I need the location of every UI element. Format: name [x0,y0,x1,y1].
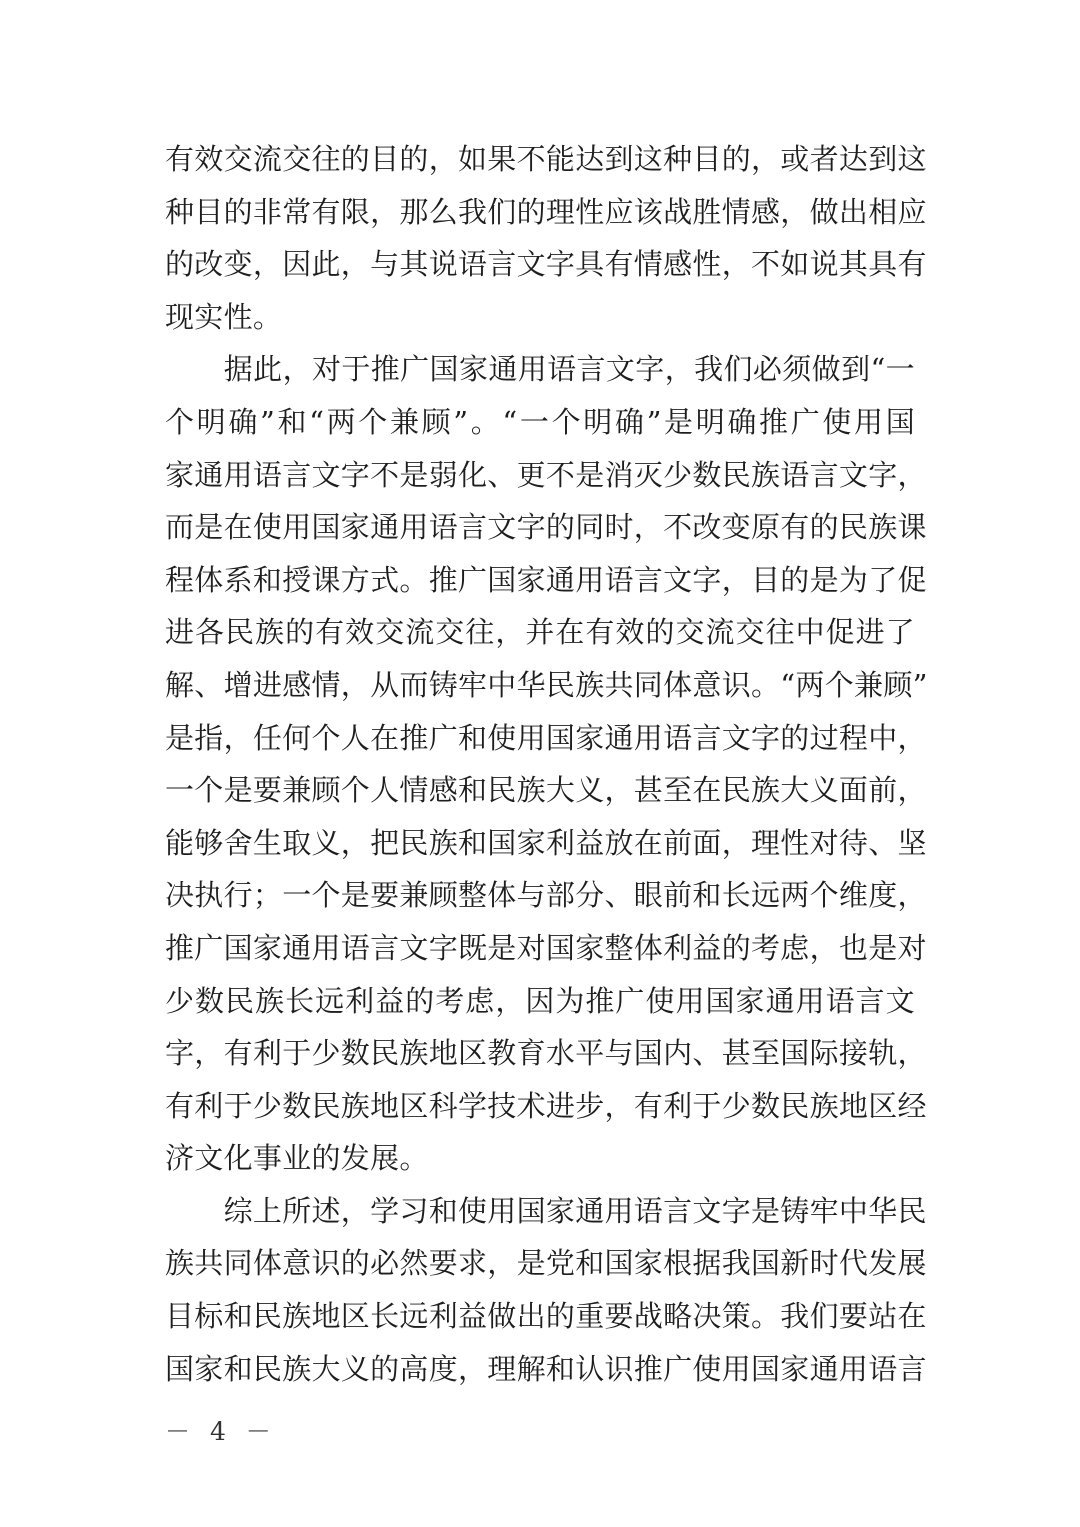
text-line: 族共同体意识的必然要求，是党和国家根据我国新时代发展 [165,1246,927,1281]
text-line: 能够舍生取义，把民族和国家利益放在前面，理性对待、坚 [165,825,927,860]
text-line: 一个是要兼顾个人情感和民族大义，甚至在民族大义面前， [165,773,927,808]
text-line: 有利于少数民族地区科学技术进步，有利于少数民族地区经 [165,1088,927,1123]
page-number: － 4 － [165,1417,277,1446]
text-line: 现实性。 [165,299,283,334]
text-line: 有效交流交往的目的，如果不能达到这种目的，或者达到这 [165,142,927,176]
text-line: 是指，任何个人在推广和使用国家通用语言文字的过程中， [165,720,927,755]
text-line: 而是在使用国家通用语言文字的同时，不改变原有的民族课 [165,510,927,545]
text-line: 种目的非常有限，那么我们的理性应该战胜情感，做出相应 [165,194,927,229]
text-line: 济文化事业的发展。 [165,1141,429,1176]
text-line: 目标和民族地区长远利益做出的重要战略决策。我们要站在 [165,1299,927,1334]
text-line: 个明确”和“两个兼顾”。“一个明确”是明确推广使用国 [165,404,915,439]
text-line: 国家和民族大义的高度，理解和认识推广使用国家通用语言 [165,1351,927,1386]
text-line: 据此，对于推广国家通用语言文字，我们必须做到“一 [165,352,915,387]
text-line: 解、增进感情，从而铸牢中华民族共同体意识。“两个兼顾” [165,667,928,702]
text-line: 的改变，因此，与其说语言文字具有情感性，不如说其具有 [165,247,927,282]
text-line: 推广国家通用语言文字既是对国家整体利益的考虑，也是对 [165,930,927,965]
text-line: 综上所述，学习和使用国家通用语言文字是铸牢中华民 [165,1193,927,1228]
text-line: 字，有利于少数民族地区教育水平与国内、甚至国际接轨， [165,1036,927,1071]
text-line: 家通用语言文字不是弱化、更不是消灭少数民族语言文字， [165,457,927,492]
text-line: 进各民族的有效交流交往，并在有效的交流交往中促进了 [165,615,915,650]
body-text [165,133,928,1395]
text-line: 决执行；一个是要兼顾整体与部分、眼前和长远两个维度， [165,878,927,913]
text-line: 少数民族长远利益的考虑，因为推广使用国家通用语言文 [165,983,915,1018]
text-line: 程体系和授课方式。推广国家通用语言文字，目的是为了促 [165,562,927,597]
